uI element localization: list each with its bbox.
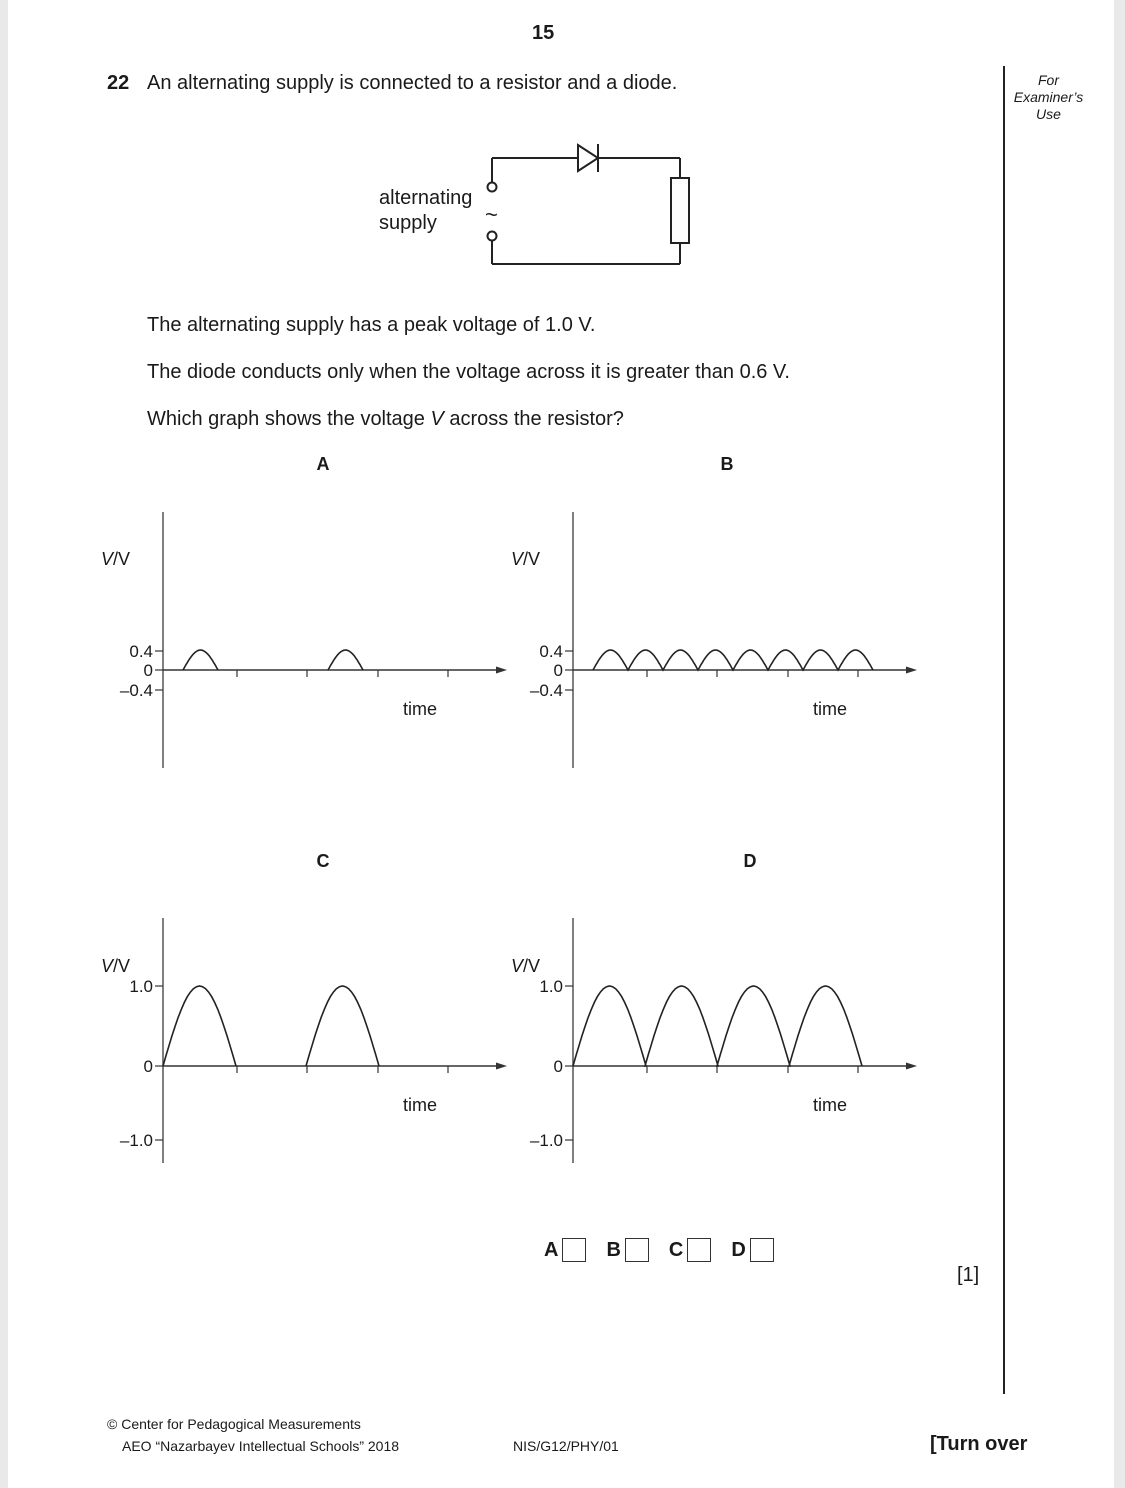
- examiner-label-line1: For: [1038, 72, 1059, 88]
- answer-option-c[interactable]: [669, 1238, 711, 1262]
- y-axis-label: V/V: [511, 549, 541, 569]
- question-line-2: The diode conducts only when the voltage across it is greater than 0.6 V.: [147, 361, 790, 383]
- answer-label-a: A: [544, 1238, 559, 1261]
- y-tick-label: 0.4: [539, 642, 563, 661]
- graph-c: [101, 851, 507, 1163]
- question-number: 22: [107, 72, 130, 94]
- marks-label: [1]: [957, 1264, 980, 1286]
- answer-options: [544, 1236, 794, 1264]
- y-tick-label: –1.0: [529, 1131, 563, 1150]
- ac-symbol-icon: ~: [485, 202, 498, 227]
- waveform: [593, 650, 873, 670]
- question-line-3-end: across the resistor?: [443, 408, 624, 430]
- graph-title: D: [743, 851, 757, 871]
- y-tick-label: 1.0: [129, 977, 153, 996]
- y-tick-label: 0: [553, 661, 563, 680]
- answer-label-c: C: [668, 1238, 684, 1261]
- answer-checkbox-b[interactable]: [625, 1238, 649, 1262]
- graph-title: A: [316, 454, 330, 474]
- waveform: [183, 650, 363, 670]
- answer-graphs: [8, 0, 1114, 1200]
- graph-title: B: [720, 454, 734, 474]
- question-line-3-variable: V: [430, 408, 444, 430]
- x-axis-label: time: [402, 1095, 438, 1115]
- graph-title: C: [316, 851, 330, 871]
- answer-checkbox-c[interactable]: [687, 1238, 711, 1262]
- y-axis-label: V/V: [101, 549, 131, 569]
- x-axis-arrow-icon: [906, 667, 917, 674]
- y-tick-label: 0: [143, 1057, 153, 1076]
- answer-option-d[interactable]: [731, 1238, 773, 1262]
- x-axis-arrow-icon: [496, 1063, 507, 1070]
- x-axis-arrow-icon: [906, 1063, 917, 1070]
- x-axis-label: time: [402, 699, 438, 719]
- exam-page: [8, 0, 1114, 1488]
- answer-checkbox-d[interactable]: [750, 1238, 774, 1262]
- question-line-3-start: Which graph shows the voltage: [147, 408, 431, 430]
- supply-label-line2: supply: [379, 212, 437, 234]
- y-tick-label: 1.0: [539, 977, 563, 996]
- waveform: [163, 986, 379, 1066]
- answer-option-a[interactable]: [544, 1238, 586, 1262]
- graph-a: [101, 454, 507, 768]
- answer-option-b[interactable]: [606, 1238, 648, 1262]
- graph-b: [511, 454, 917, 768]
- footer-copyright: © Center for Pedagogical Measurements: [107, 1416, 361, 1432]
- examiner-label-line3: Use: [1036, 106, 1061, 122]
- turn-over-label: [Turn over: [930, 1433, 1028, 1455]
- y-tick-label: –0.4: [529, 681, 563, 700]
- answer-label-b: B: [606, 1238, 621, 1261]
- y-tick-label: –0.4: [119, 681, 153, 700]
- answer-checkbox-a[interactable]: [562, 1238, 586, 1262]
- x-axis-label: time: [812, 699, 848, 719]
- x-axis-arrow-icon: [496, 667, 507, 674]
- graph-d: [511, 851, 917, 1163]
- examiner-label-line2: Examiner’s: [1013, 89, 1084, 105]
- y-tick-label: 0: [553, 1057, 563, 1076]
- x-axis-label: time: [812, 1095, 848, 1115]
- y-axis-label: V/V: [511, 956, 541, 976]
- y-axis-label: V/V: [101, 956, 131, 976]
- question-line-1: The alternating supply has a peak voltage of 1.0 V.: [147, 314, 596, 336]
- y-tick-label: –1.0: [119, 1131, 153, 1150]
- page-number: 15: [532, 22, 555, 44]
- waveform: [573, 986, 862, 1066]
- question-text: An alternating supply is connected to a resistor and a diode.: [147, 72, 678, 94]
- y-tick-label: 0: [143, 661, 153, 680]
- supply-label-line1: alternating: [379, 187, 473, 209]
- answer-label-d: D: [731, 1238, 746, 1261]
- footer-paper-code: NIS/G12/PHY/01: [513, 1438, 619, 1454]
- footer-organisation: AEO “Nazarbayev Intellectual Schools” 2018: [122, 1438, 400, 1454]
- y-tick-label: 0.4: [129, 642, 153, 661]
